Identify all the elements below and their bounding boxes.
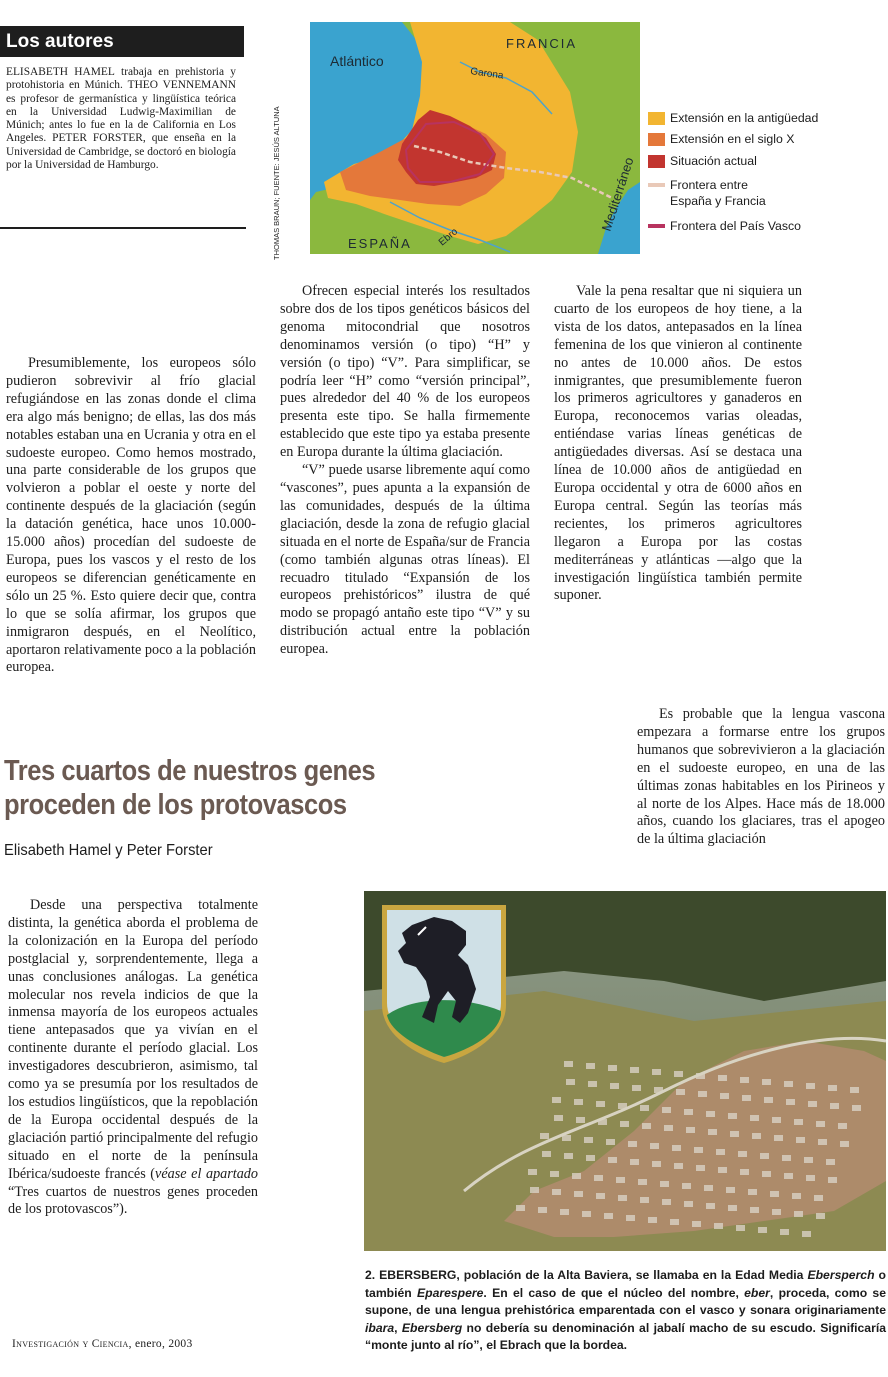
map-credit-text: THOMAS BRAUN; FUENTE: JESÚS ALTUNA: [272, 106, 281, 260]
house-icon: [588, 1081, 597, 1087]
house-icon: [728, 1113, 737, 1119]
article-title: Tres cuartos de nuestros genes proceden de los protovascos: [4, 755, 376, 821]
house-icon: [784, 1081, 793, 1087]
house-icon: [566, 1079, 575, 1085]
house-icon: [682, 1183, 691, 1189]
house-icon: [808, 1101, 817, 1107]
body-italic: véase el apartado: [155, 1165, 258, 1182]
house-icon: [840, 1141, 849, 1147]
caption-segment: 2. EBERSBERG: [365, 1268, 457, 1282]
house-icon: [596, 1101, 605, 1107]
house-icon: [652, 1069, 661, 1075]
house-icon: [838, 1123, 847, 1129]
paragraph: Ofrecen especial interés los resultados sobre dos de los tipos genéticos básicos del genoma mitocondrial que nosotros denominamos versión (o tipo) “H” y versión (o tipo) “V”. Para simplificar, se podría leer “H” como “versión principal”, pues alrededor del 40 % de los europeos presenta este tipo. Se halla firmemente establecido que este tipo ya estaba presente en Europa durante la última glaciación.: [280, 283, 530, 461]
house-icon: [720, 1093, 729, 1099]
authors-segment: , que enseña en la Universidad de Cambridge, se doctoró en biología por la Universidad de Hamburgo.: [6, 132, 236, 172]
paragraph: Es probable que la lengua vascona empezara a formarse entre los grupos humanos que sobrevivieron a la glaciación en el sudoeste europeo, en una de las últimas zonas habitables en los Pirineos y al norte de los Alpes. Hace más de 18.000 años, cuando los glaciares, tras el apogeo de la última glaciación: [637, 706, 885, 848]
house-icon: [818, 1139, 827, 1145]
house-icon: [564, 1061, 573, 1067]
caption-segment: Ebersberg: [401, 1320, 463, 1335]
map-label-mediterranean: Mediterráneo: [598, 155, 637, 233]
legend-swatch: [648, 133, 665, 146]
column-3: [554, 283, 802, 605]
legend-label: Extensión en el siglo X: [670, 132, 795, 146]
house-icon: [730, 1131, 739, 1137]
house-icon: [760, 1153, 769, 1159]
house-icon: [574, 1191, 583, 1197]
legend-swatch: [648, 224, 665, 228]
house-icon: [706, 1203, 715, 1209]
house-icon: [828, 1085, 837, 1091]
house-icon: [762, 1171, 771, 1177]
legend-label: Frontera del País Vasco: [670, 219, 802, 233]
house-icon: [594, 1175, 603, 1181]
house-icon: [672, 1145, 681, 1151]
house-icon: [704, 1185, 713, 1191]
house-icon: [596, 1193, 605, 1199]
aerial-photo-graphic: [364, 891, 886, 1251]
house-icon: [640, 1197, 649, 1203]
house-icon: [794, 1211, 803, 1217]
legend-swatch: [648, 155, 665, 168]
house-icon: [718, 1075, 727, 1081]
house-icon: [816, 1213, 825, 1219]
house-icon: [694, 1147, 703, 1153]
house-icon: [696, 1165, 705, 1171]
caption-segment: , población de la Alta Baviera, se llamaba en la Edad Media: [456, 1268, 808, 1282]
house-icon: [802, 1231, 811, 1237]
authors-segment: ELISABETH HAMEL: [6, 66, 115, 78]
house-icon: [708, 1129, 717, 1135]
house-icon: [816, 1121, 825, 1127]
house-icon: [538, 1207, 547, 1213]
legend-label: Extensión en la antigüedad: [670, 111, 819, 125]
body-main: Desde una perspectiva totalmente distinta, la genética aborda el problema de la colonización en la Europa del período postglacial y, sorprendentemente, llega a unas conclusiones análogas. La genética molecular nos revela indicios de que la inmensa mayoría de los europeos actuales tiene antepasados que ya vivían en el continente durante el período glacial. Los investigadores descubrieron, asimismo, tal como ya se presumía por los resultados de los estudios lingüísticos, que la repoblación de la Europa occidental después de la glaciación partió principalmente del refugio situado en el norte de la península Ibérica/sudoeste francés (: [8, 897, 258, 1182]
house-icon: [814, 1195, 823, 1201]
house-icon: [650, 1143, 659, 1149]
legend-swatch: [648, 112, 665, 125]
caption-segment: . En el caso de que el núcleo del nombre,: [483, 1285, 745, 1300]
house-icon: [576, 1117, 585, 1123]
map-label-france: FRANCIA: [506, 36, 578, 51]
house-icon: [616, 1177, 625, 1183]
house-icon: [698, 1091, 707, 1097]
caption-segment: ,: [394, 1320, 402, 1335]
house-icon: [674, 1163, 683, 1169]
house-icon: [804, 1157, 813, 1163]
house-icon: [528, 1169, 537, 1175]
house-icon: [684, 1109, 693, 1115]
map-label-spain: ESPAÑA: [348, 236, 412, 251]
column-1: [6, 355, 256, 677]
house-icon: [806, 1083, 815, 1089]
house-icon: [772, 1209, 781, 1215]
house-icon: [736, 1225, 745, 1231]
house-icon: [586, 1155, 595, 1161]
caption-segment: ibara: [365, 1320, 395, 1335]
house-icon: [782, 1155, 791, 1161]
footer-publication: Investigación y Ciencia: [12, 1338, 129, 1350]
caption-segment: no debería su denominación al jabalí macho de su escudo. Significaría “monte junto al río”, el Ebrach que la bordea.: [365, 1320, 886, 1352]
house-icon: [604, 1213, 613, 1219]
authors-divider: [0, 227, 246, 229]
house-icon: [516, 1205, 525, 1211]
house-icon: [794, 1119, 803, 1125]
caption-segment: Ebersperch: [807, 1268, 875, 1282]
house-icon: [652, 1161, 661, 1167]
house-icon: [638, 1179, 647, 1185]
house-icon: [618, 1195, 627, 1201]
authors-segment: es profesor de germanística y lingüística teórica en la Universidad Ludwig-Maximilian de Múnich; antes lo fue en la de California en Los Angeles.: [6, 92, 236, 145]
house-icon: [684, 1201, 693, 1207]
house-icon: [552, 1097, 561, 1103]
house-icon: [740, 1077, 749, 1083]
body-end: “Tres cuartos de nuestros genes proceden de los protovascos”).: [8, 1183, 258, 1218]
house-icon: [726, 1187, 735, 1193]
house-icon: [648, 1217, 657, 1223]
house-icon: [718, 1167, 727, 1173]
paragraph: [8, 897, 258, 1219]
photo-caption: [365, 1267, 886, 1355]
house-icon: [662, 1107, 671, 1113]
house-icon: [850, 1087, 859, 1093]
caption-segment: , proceda, como se supone, de una lengua prehistórica emparentada con el vasco y sonara originariamente: [365, 1285, 886, 1317]
map-graphic: [310, 22, 640, 254]
column-2: [280, 283, 530, 659]
house-icon: [792, 1193, 801, 1199]
house-icon: [630, 1067, 639, 1073]
article-body: [8, 897, 258, 1219]
ebersberg-coat-of-arms: [382, 905, 506, 1063]
caption-segment: o también: [365, 1268, 886, 1300]
house-icon: [738, 1151, 747, 1157]
basque-territory-map: [310, 22, 640, 254]
house-icon: [530, 1187, 539, 1193]
paragraph: Presumiblemente, los europeos sólo pudieron sobrevivir al frío glacial refugiándose en las zonas donde el clima era algo más benigno; de ellas, las dos más notables estaban una en Ucrania y otra en el sudoeste europeo. Como hemos mostrado, una parte considerable de los grupos que volvieron a poblar el oeste y norte del continente después de la glaciación (según la datación genética, hace unos 10.000-15.000 años) procedían del sudoeste de Europa, pues los vascos y el resto de los europeos se diferencian genéticamente en sólo un 25 %. Esto quiere decir que, contra lo que se solía afirmar, los grupos que inmigraron después, en el Neolítico, aportaron relativamente poco a la población europea.: [6, 355, 256, 676]
caption-segment: eber: [744, 1285, 770, 1300]
house-icon: [550, 1171, 559, 1177]
house-icon: [806, 1175, 815, 1181]
legend-label: Situación actual: [670, 154, 757, 168]
house-icon: [640, 1105, 649, 1111]
house-icon: [674, 1071, 683, 1077]
house-icon: [660, 1181, 669, 1187]
house-icon: [664, 1125, 673, 1131]
map-credit: [272, 90, 286, 260]
house-icon: [774, 1135, 783, 1141]
house-icon: [762, 1079, 771, 1085]
house-icon: [796, 1137, 805, 1143]
house-icon: [770, 1191, 779, 1197]
house-icon: [714, 1223, 723, 1229]
house-icon: [752, 1133, 761, 1139]
paragraph: Vale la pena resaltar que ni siquiera un cuarto de los europeos de hoy tiene, a la vista de los datos, antepasados en la línea femenina de los que vinieron al continente no antes de 10.000 años. De estos inmigrantes, que presumiblemente fueron los primeros agricultores y ganaderos en Europa, reconocemos varias oleadas, entiéndase varias líneas genéticas de antigüedades diversas. Así se destaca una línea de 10.000 años de antigüedad en Europa occidental y otra de 6000 años en Europa central. Según las teorías más recientes, los primeros agricultores llegaron a Europa por las costas mediterráneas y atlánticas —algo que la investigación lingüística también permite suponer.: [554, 283, 802, 604]
map-label-ebro: Ebro: [436, 226, 461, 249]
house-icon: [542, 1151, 551, 1157]
house-icon: [742, 1095, 751, 1101]
house-icon: [662, 1199, 671, 1205]
house-icon: [830, 1103, 839, 1109]
house-icon: [572, 1173, 581, 1179]
house-icon: [628, 1141, 637, 1147]
house-icon: [772, 1117, 781, 1123]
house-icon: [750, 1207, 759, 1213]
ebersberg-aerial-photo: [364, 891, 886, 1251]
house-icon: [706, 1111, 715, 1117]
house-icon: [626, 1215, 635, 1221]
house-icon: [758, 1227, 767, 1233]
house-icon: [630, 1159, 639, 1165]
house-icon: [748, 1189, 757, 1195]
authors-segment: THEO VENNEMANN: [127, 79, 236, 92]
authors-segment: PETER FORSTER: [52, 132, 143, 145]
house-icon: [826, 1159, 835, 1165]
house-icon: [564, 1153, 573, 1159]
house-icon: [574, 1099, 583, 1105]
legend-label: Frontera entre España y Francia: [670, 178, 766, 208]
house-icon: [780, 1229, 789, 1235]
house-icon: [784, 1173, 793, 1179]
house-icon: [554, 1115, 563, 1121]
legend-swatch: [648, 183, 665, 187]
house-icon: [852, 1105, 861, 1111]
house-icon: [786, 1099, 795, 1105]
footer-date: , enero, 2003: [128, 1338, 193, 1350]
house-icon: [610, 1083, 619, 1089]
house-icon: [584, 1137, 593, 1143]
house-icon: [686, 1127, 695, 1133]
house-icon: [750, 1115, 759, 1121]
caption-segment: Eparespere: [417, 1285, 484, 1300]
house-icon: [582, 1211, 591, 1217]
house-icon: [560, 1209, 569, 1215]
page-footer: [12, 1338, 193, 1350]
house-icon: [642, 1123, 651, 1129]
house-icon: [764, 1097, 773, 1103]
house-icon: [608, 1157, 617, 1163]
map-label-atlantic: Atlántico: [330, 53, 384, 69]
paragraph: “V” puede usarse libremente aquí como “vascones”, pues apunta a la expansión de las comunidades, después de la última glaciación, desde la zona de refugio glacial situada en el norte de España/sur de Francia (como también algunas otras líneas). El recuadro titulado “Expansión de los europeos prehistóricos” ilustra de qué modo se propagó antaño este tipo “V” y su distribución actual entre la población europea.: [280, 462, 530, 658]
house-icon: [692, 1221, 701, 1227]
article-byline: Elisabeth Hamel y Peter Forster: [4, 842, 213, 859]
house-icon: [670, 1219, 679, 1225]
authors-segment: trabaja en prehistoria y protohistoria en Múnich.: [6, 66, 236, 92]
house-icon: [676, 1089, 685, 1095]
authors-text: [6, 66, 236, 172]
house-icon: [620, 1121, 629, 1127]
house-icon: [740, 1169, 749, 1175]
house-icon: [586, 1063, 595, 1069]
house-icon: [632, 1085, 641, 1091]
house-icon: [716, 1149, 725, 1155]
map-label-garona: Garona: [469, 66, 505, 82]
house-icon: [728, 1205, 737, 1211]
column-4: [637, 706, 885, 849]
authors-heading: Los autores: [0, 26, 244, 57]
house-icon: [540, 1133, 549, 1139]
house-icon: [552, 1189, 561, 1195]
house-icon: [828, 1177, 837, 1183]
house-icon: [606, 1139, 615, 1145]
house-icon: [608, 1065, 617, 1071]
